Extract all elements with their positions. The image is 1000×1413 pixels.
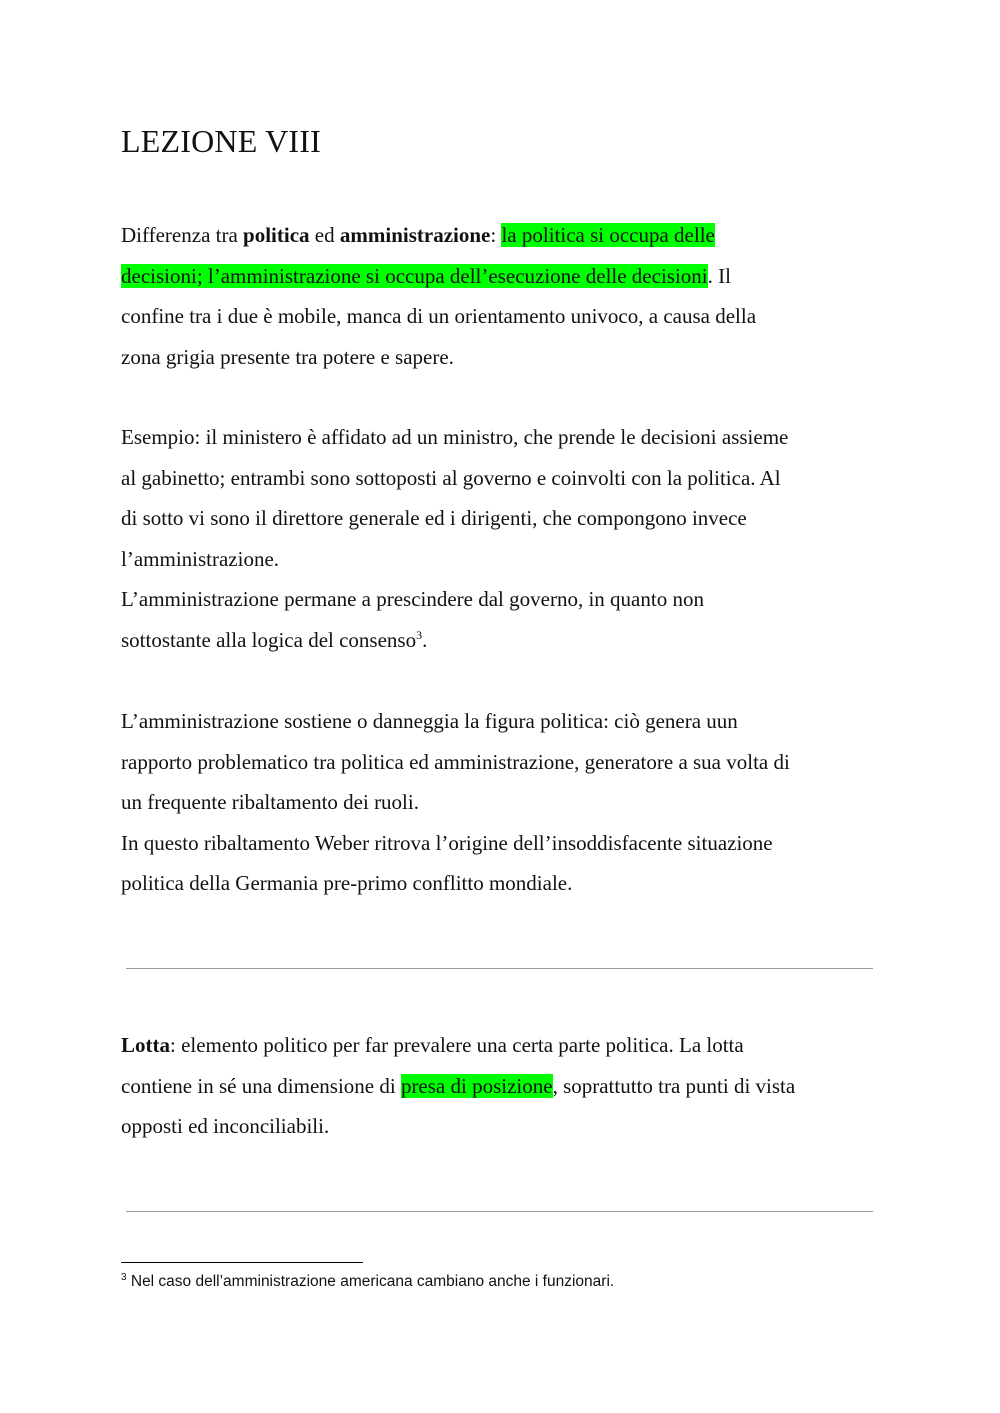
paragraph-esempio xyxy=(121,417,881,661)
footnote xyxy=(121,1271,614,1293)
text-line: al gabinetto; entrambi sono sottoposti al governo e coinvolti con la politica. Al xyxy=(121,465,781,490)
text-line: rapporto problematico tra politica ed amministrazione, generatore a sua volta di xyxy=(121,749,790,774)
paragraph-lotta xyxy=(121,1025,881,1147)
text-line: decisioni; l’amministrazione si occupa dell’esecuzione delle decisioni. Il xyxy=(121,263,731,288)
page-title: LEZIONE VIII xyxy=(121,123,321,159)
footnote-text: Nel caso dell’amministrazione americana cambiano anche i funzionari. xyxy=(126,1273,615,1290)
text-line: L’amministrazione sostiene o danneggia la figura politica: ciò genera uun xyxy=(121,709,738,733)
text-line: In questo ribaltamento Weber ritrova l’origine dell’insoddisfacente situazione xyxy=(121,830,773,855)
text-line: contiene in sé una dimensione di presa di posizione, soprattutto tra punti di vista xyxy=(121,1073,796,1098)
footnote-mark: 3 xyxy=(121,1271,127,1283)
horizontal-divider xyxy=(126,1211,873,1212)
text-line: confine tra i due è mobile, manca di un orientamento univoco, a causa della xyxy=(121,304,757,329)
text-line: L’amministrazione permane a prescindere dal governo, in quanto non xyxy=(121,587,704,612)
text-line: un frequente ribaltamento dei ruoli. xyxy=(121,790,419,815)
text-line: Differenza tra politica ed amministrazione: la politica si occupa delle xyxy=(121,223,715,247)
term-amministrazione: amministrazione xyxy=(339,223,491,247)
footnote-separator xyxy=(121,1262,363,1263)
highlighted-text: decisioni; l’amministrazione si occupa dell’esecuzione delle decisioni xyxy=(121,263,708,288)
horizontal-divider xyxy=(126,968,873,969)
term-politica: politica xyxy=(243,223,310,247)
term-lotta: Lotta xyxy=(121,1033,170,1057)
text-line: opposti ed inconciliabili. xyxy=(121,1114,330,1139)
paragraph-politica-amministrazione xyxy=(121,215,881,377)
highlighted-text: presa di posizione xyxy=(400,1073,553,1098)
footnote-reference[interactable]: 3 xyxy=(416,627,423,642)
text-line: Esempio: il ministero è affidato ad un ministro, che prende le decisioni assieme xyxy=(121,425,789,449)
paragraph-ribaltamento xyxy=(121,701,881,904)
highlighted-text: la politica si occupa delle xyxy=(501,223,715,247)
text-line: sottostante alla logica del consenso$^3$. xyxy=(121,627,428,652)
text-line: Lotta: elemento politico per far prevalere una certa parte politica. La lotta xyxy=(121,1033,744,1057)
text-line: di sotto vi sono il direttore generale ed i dirigenti, che compongono invece xyxy=(121,506,747,531)
text-line: zona grigia presente tra potere e sapere. xyxy=(121,344,454,369)
text-line: l’amministrazione. xyxy=(121,546,280,571)
text-line: politica della Germania pre-primo conflitto mondiale. xyxy=(121,871,573,896)
